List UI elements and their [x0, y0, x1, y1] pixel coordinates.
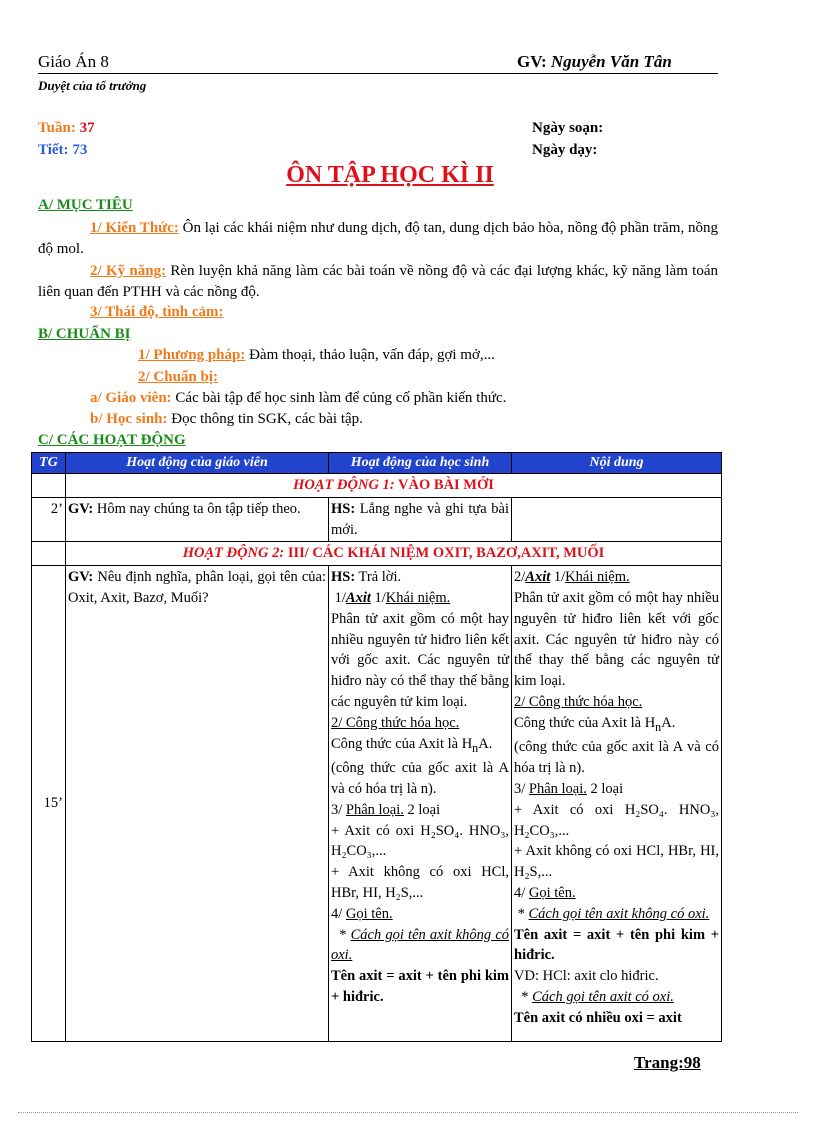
activity-2-heading: HOẠT ĐỘNG 2: III/ CÁC KHÁI NIỆM OXIT, BAZƠ,AXIT, MUỐI [66, 542, 722, 566]
teach-date-label: Ngày dạy: [532, 142, 598, 158]
activity-1-row [32, 497, 722, 542]
col-header-teacher: Hoạt động của giáo viên [66, 453, 329, 474]
lesson-plan-title: Giáo Án 8 [38, 52, 109, 71]
activity-2-content: 2/Axit 1/Khái niệm. Phân tử axit gồm có một hay nhiều nguyên tử hiđro liên kết với gốc axit. Các nguyên tử hiđro này có thể thay thế bằng các nguyên tử kim loại. 2/ Công thức hóa học. Công thức của Axit là $H_nA$. (công thức của gốc axit là A và có hóa trị là n). 3/ Phân loại. 2 loại + Axit có oxi H₂SO₄. HNO₃, H₂CO₃,... + Axit không có oxi HCl, HBr, HI, H₂S,... 4/ Gọi tên. * Cách gọi tên axit không có oxi. Tên axit = axit + tên phi kim + hiđric. VD: HCl: axit clo hiđric. * Cách gọi tên axit có oxi. Tên axit có nhiều oxi = axit [512, 566, 722, 1042]
activity-1-content [512, 497, 722, 542]
section-a-heading: A/ MỤC TIÊU [38, 197, 133, 213]
section-a2 [38, 261, 718, 303]
section-ba [90, 390, 506, 407]
activity-1-heading-row [32, 474, 722, 498]
section-b-heading: B/ CHUẨN BỊ [38, 326, 131, 342]
page-title: ÔN TẬP HỌC KÌ II [286, 162, 494, 188]
activities-table [31, 452, 722, 1042]
a1-text: Ôn lại các khái niệm như dung dịch, độ tan, dung dịch bảo hòa, nồng độ phần trăm, nồng độ mol. [38, 220, 719, 257]
bottom-dotted-rule [18, 1112, 798, 1113]
ba-text: Các bài tập để học sinh làm để củng cố phần kiến thức. [175, 390, 507, 406]
activity-1-teacher: GV: Hôm nay chúng ta ôn tập tiếp theo. [66, 497, 329, 542]
a1-label: 1/ Kiến Thức: [90, 220, 179, 236]
bb-label: b/ Học sinh: [90, 411, 168, 427]
activity-2-row [32, 566, 722, 1042]
period-label: Tiết: [38, 142, 69, 158]
page-number: Trang:98 [634, 1053, 701, 1072]
ba-label: a/ Giáo viên: [90, 390, 172, 406]
activity-2-teacher: GV: Nêu định nghĩa, phân loại, gọi tên của: Oxit, Axit, Bazơ, Muối? [66, 566, 329, 1042]
activity-2-time: 15’ [32, 566, 66, 1042]
section-bb [90, 411, 363, 428]
approval-note: Duyệt của tổ trưởng [38, 78, 147, 93]
b2-label: 2/ Chuẩn bị: [138, 369, 219, 385]
teacher-name [517, 52, 672, 72]
col-header-content: Nội dung [512, 453, 722, 474]
activity-2-heading-row [32, 542, 722, 566]
section-b1 [138, 347, 495, 364]
prep-date-label: Ngày soạn: [532, 120, 604, 136]
a2-label: 2/ Kỹ năng: [90, 263, 167, 279]
a3-label: 3/ Thái độ, tình cảm: [90, 304, 224, 320]
activity-1-student: HS: Lắng nghe và ghi tựa bài mới. [329, 497, 512, 542]
col-header-student: Hoạt động của học sinh [329, 453, 512, 474]
bb-text: Đọc thông tin SGK, các bài tập. [171, 411, 363, 427]
period-row [38, 142, 87, 159]
week-value: 37 [79, 120, 95, 136]
section-c-heading: C/ CÁC HOẠT ĐỘNG [38, 432, 186, 448]
activity-1-time: 2’ [32, 497, 66, 542]
activity-2-student: HS: Trả lời. 1/Axit 1/Khái niệm. Phân tử axit gồm có một hay nhiều nguyên tử hiđro liên kết với gốc axit. Các nguyên tử hiđro này có thể thay thế bằng các nguyên tử kim loại. 2/ Công thức hóa học. Công thức của Axit là $H_nA$. (công thức của gốc axit là A và có hóa trị là n). 3/ Phân loại. 2 loại + Axit có oxi H₂SO₄. HNO₃, H₂CO₃,... + Axit không có oxi HCl, HBr, HI, H₂S,... 4/ Gọi tên. * Cách gọi tên axit không có oxi. Tên axit = axit + tên phi kim + hiđric. [329, 566, 512, 1042]
b1-label: 1/ Phương pháp: [138, 347, 246, 363]
week-row [38, 120, 95, 137]
section-a1 [38, 218, 718, 260]
teacher-name-text: Nguyễn Văn Tân [550, 52, 672, 71]
activity-1-heading: HOẠT ĐỘNG 1: VÀO BÀI MỚI [66, 474, 722, 498]
teacher-prefix: GV: [517, 52, 551, 71]
b1-text: Đàm thoại, thảo luận, vấn đáp, gợi mở,... [249, 347, 495, 363]
period-value: 73 [72, 142, 88, 158]
table-header-row [32, 453, 722, 474]
col-header-time: TG [32, 453, 66, 474]
header-divider [38, 73, 718, 74]
a2-text: Rèn luyện khả năng làm các bài toán về nồng độ và các đại lượng khác, kỹ năng làm toán liên quan đến PTHH và các nồng độ. [38, 263, 718, 300]
week-label: Tuần: [38, 120, 76, 136]
